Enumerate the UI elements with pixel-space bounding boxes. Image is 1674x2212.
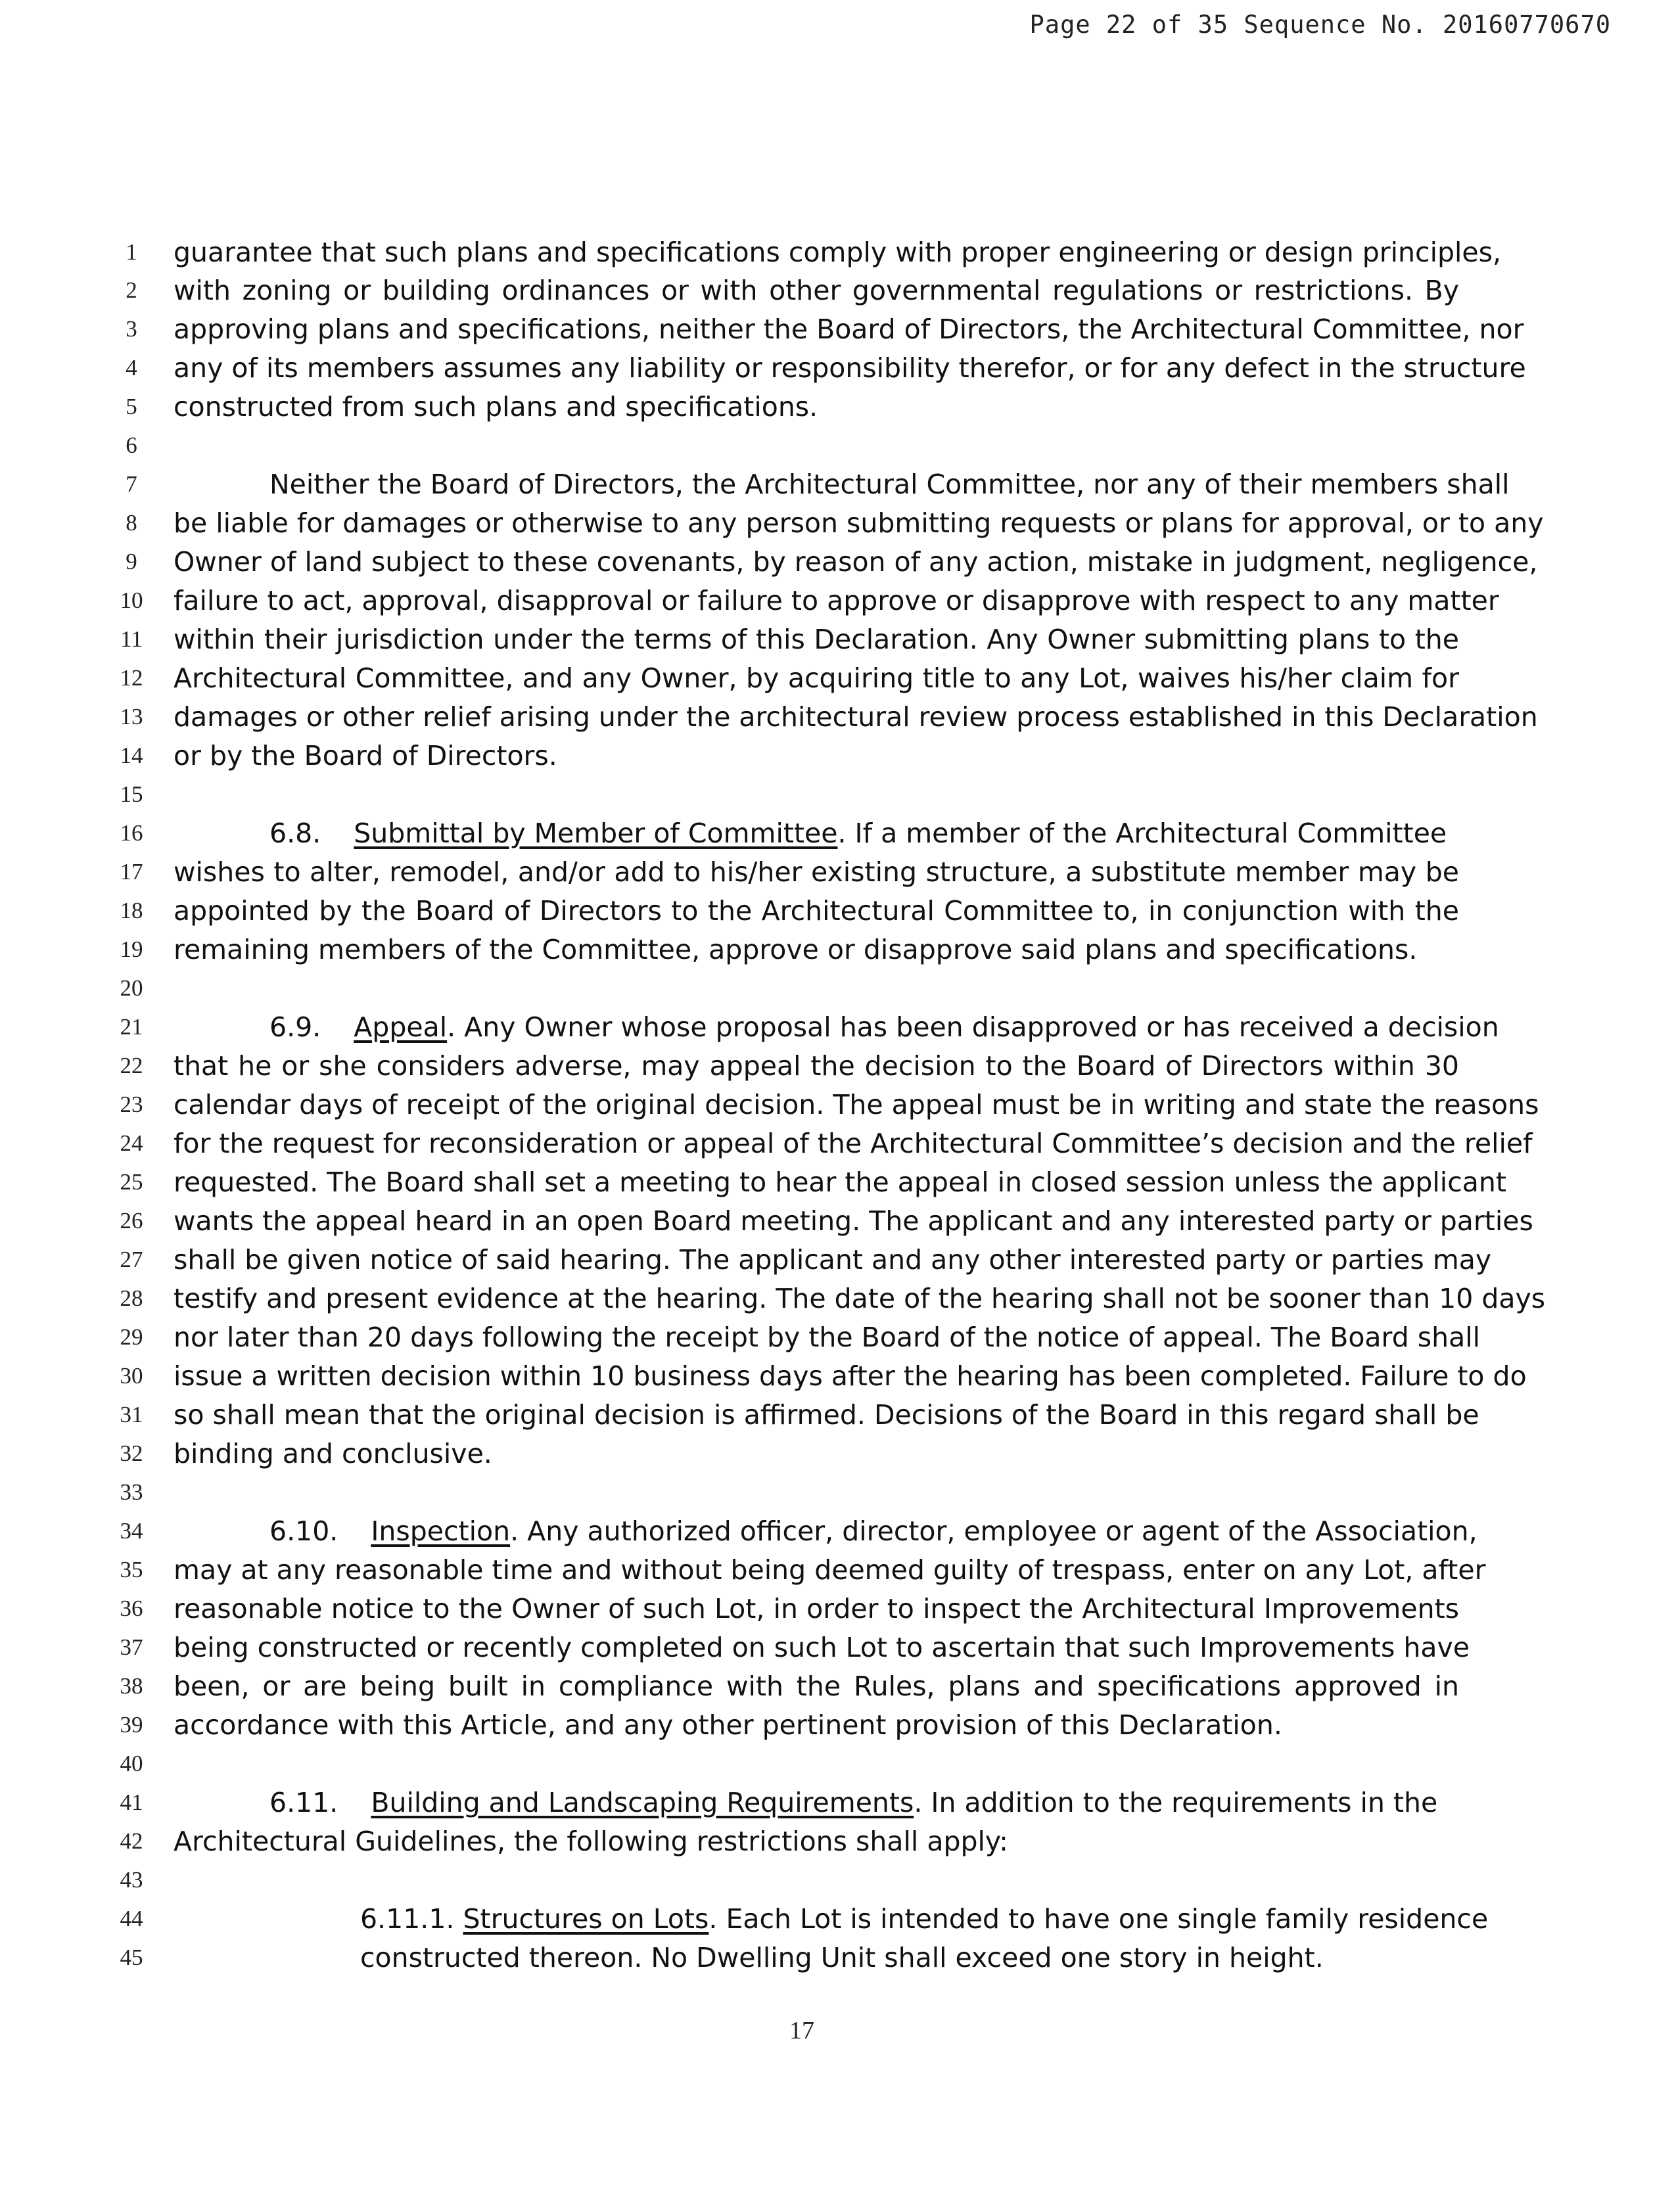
text-line: binding and conclusive. bbox=[174, 1438, 492, 1469]
line-number: 39 bbox=[120, 1712, 143, 1738]
line-number: 12 bbox=[120, 665, 143, 691]
line-number: 26 bbox=[120, 1208, 143, 1233]
line-number: 14 bbox=[120, 743, 143, 768]
line-number: 31 bbox=[120, 1402, 143, 1427]
line-number: 9 bbox=[126, 549, 137, 574]
line-number: 40 bbox=[120, 1751, 143, 1776]
text-line: Architectural Committee, and any Owner, by acquiring title to any Lot, waives his/her claim for bbox=[174, 662, 1459, 694]
line-number: 17 bbox=[120, 859, 143, 885]
line-number: 33 bbox=[120, 1479, 143, 1505]
section-text: . Each Lot is intended to have one single family residence bbox=[709, 1903, 1489, 1935]
text-line: requested. The Board shall set a meeting to hear the appeal in closed session unless the applicant bbox=[174, 1166, 1506, 1198]
text-line: that he or she considers adverse, may appeal the decision to the Board of Directors within 30 bbox=[174, 1050, 1459, 1082]
section-title: Inspection bbox=[371, 1515, 511, 1547]
text-line: being constructed or recently completed on such Lot to ascertain that such Improvements have bbox=[174, 1632, 1470, 1663]
text-line: wants the appeal heard in an open Board meeting. The applicant and any interested party or parties bbox=[174, 1205, 1533, 1237]
text-line: remaining members of the Committee, approve or disapprove said plans and specifications. bbox=[174, 934, 1418, 965]
line-number: 11 bbox=[120, 626, 143, 652]
line-number: 36 bbox=[120, 1596, 143, 1621]
text-line: Owner of land subject to these covenants, by reason of any action, mistake in judgment, negligence, bbox=[174, 546, 1538, 578]
text-line: calendar days of receipt of the original decision. The appeal must be in writing and state the reasons bbox=[174, 1089, 1539, 1120]
text-line: guarantee that such plans and specifications comply with proper engineering or design principles, bbox=[174, 237, 1502, 268]
section-6-10-heading-line bbox=[269, 1512, 1477, 1550]
line-number: 27 bbox=[120, 1247, 143, 1272]
text-line: testify and present evidence at the hearing. The date of the hearing shall not be sooner than 10 days bbox=[174, 1283, 1546, 1314]
text-line: any of its members assumes any liability or responsibility therefor, or for any defect in the structure bbox=[174, 352, 1526, 384]
section-6-11-heading-line bbox=[269, 1784, 1459, 1822]
section-number: 6.11.1. bbox=[360, 1903, 455, 1935]
line-number: 41 bbox=[120, 1789, 143, 1815]
line-number: 43 bbox=[120, 1867, 143, 1893]
text-line: may at any reasonable time and without being deemed guilty of trespass, enter on any Lot, after bbox=[174, 1554, 1486, 1586]
text-line: so shall mean that the original decision is affirmed. Decisions of the Board in this regard shall be bbox=[174, 1399, 1479, 1431]
text-line: constructed thereon. No Dwelling Unit shall exceed one story in height. bbox=[360, 1942, 1324, 1973]
section-number: 6.11. bbox=[269, 1787, 338, 1818]
line-number: 42 bbox=[120, 1828, 143, 1854]
section-number: 6.9. bbox=[269, 1011, 321, 1043]
line-number: 23 bbox=[120, 1092, 143, 1117]
line-number: 20 bbox=[120, 975, 143, 1001]
section-title: Submittal by Member of Committee bbox=[354, 818, 838, 849]
text-line: appointed by the Board of Directors to the Architectural Committee to, in conjunction with the bbox=[174, 895, 1459, 927]
line-number: 34 bbox=[120, 1518, 143, 1544]
text-line: or by the Board of Directors. bbox=[174, 740, 557, 772]
text-line: within their jurisdiction under the terms of this Declaration. Any Owner submitting plans to the bbox=[174, 624, 1459, 655]
line-number: 29 bbox=[120, 1324, 143, 1350]
section-text: . Any Owner whose proposal has been disapproved or has received a decision bbox=[447, 1011, 1499, 1043]
section-6-8-heading-line bbox=[269, 814, 1459, 852]
line-number: 3 bbox=[126, 316, 137, 342]
line-number: 4 bbox=[126, 355, 137, 380]
line-number: 6 bbox=[126, 432, 137, 458]
line-number: 25 bbox=[120, 1169, 143, 1195]
line-number: 38 bbox=[120, 1673, 143, 1699]
page-number: 17 bbox=[789, 2017, 814, 2044]
line-number: 28 bbox=[120, 1285, 143, 1311]
line-number: 10 bbox=[120, 588, 143, 613]
text-line: reasonable notice to the Owner of such Lot, in order to inspect the Architectural Improvements bbox=[174, 1593, 1459, 1624]
text-line: issue a written decision within 10 business days after the hearing has been completed. Failure to do bbox=[174, 1360, 1527, 1392]
line-number: 18 bbox=[120, 898, 143, 923]
section-number: 6.8. bbox=[269, 818, 321, 849]
line-number: 37 bbox=[120, 1634, 143, 1660]
text-line: accordance with this Article, and any other pertinent provision of this Declaration. bbox=[174, 1709, 1282, 1741]
section-6-9-heading-line bbox=[269, 1008, 1499, 1046]
section-text: . In addition to the requirements in the bbox=[914, 1787, 1438, 1818]
text-line: be liable for damages or otherwise to any person submitting requests or plans for approval, or to any bbox=[174, 507, 1544, 539]
line-number: 19 bbox=[120, 936, 143, 962]
section-title: Appeal bbox=[354, 1011, 448, 1043]
text-line: failure to act, approval, disapproval or failure to approve or disapprove with respect to any matter bbox=[174, 585, 1499, 616]
text-line: approving plans and specifications, neither the Board of Directors, the Architectural Committee, nor bbox=[174, 313, 1524, 345]
text-line: been, or are being built in compliance with the Rules, plans and specifications approved in bbox=[174, 1671, 1459, 1702]
text-line: Architectural Guidelines, the following restrictions shall apply: bbox=[174, 1826, 1008, 1857]
text-line: damages or other relief arising under the architectural review process established in this Declaration bbox=[174, 701, 1538, 733]
line-number: 21 bbox=[120, 1014, 143, 1040]
line-number: 5 bbox=[126, 394, 137, 419]
section-text: . Any authorized officer, director, employee or agent of the Association, bbox=[510, 1515, 1477, 1547]
line-number: 45 bbox=[120, 1945, 143, 1970]
text-line: Neither the Board of Directors, the Architectural Committee, nor any of their members shall bbox=[269, 469, 1510, 500]
section-number: 6.10. bbox=[269, 1515, 338, 1547]
line-number: 13 bbox=[120, 704, 143, 729]
text-line: with zoning or building ordinances or with other governmental regulations or restrictions. By bbox=[174, 275, 1459, 306]
text-line: nor later than 20 days following the receipt by the Board of the notice of appeal. The Board shall bbox=[174, 1322, 1480, 1353]
line-number: 24 bbox=[120, 1130, 143, 1156]
line-number: 2 bbox=[126, 277, 137, 303]
line-number: 8 bbox=[126, 510, 137, 536]
line-number: 32 bbox=[120, 1440, 143, 1466]
line-number: 1 bbox=[126, 239, 137, 265]
line-number: 44 bbox=[120, 1906, 143, 1931]
section-6-11-1-heading-line bbox=[360, 1900, 1489, 1938]
text-line: for the request for reconsideration or appeal of the Architectural Committee’s decision and the relief bbox=[174, 1128, 1533, 1159]
section-text: . If a member of the Architectural Committee bbox=[837, 818, 1447, 849]
line-number: 7 bbox=[126, 471, 137, 497]
line-number: 16 bbox=[120, 820, 143, 846]
section-title: Building and Landscaping Requirements bbox=[371, 1787, 914, 1818]
line-number: 35 bbox=[120, 1557, 143, 1582]
line-number: 22 bbox=[120, 1053, 143, 1078]
line-number: 15 bbox=[120, 781, 143, 807]
section-title: Structures on Lots bbox=[463, 1903, 709, 1935]
line-number: 30 bbox=[120, 1363, 143, 1389]
text-line: shall be given notice of said hearing. The applicant and any other interested party or parties may bbox=[174, 1244, 1492, 1276]
text-line: constructed from such plans and specifications. bbox=[174, 391, 818, 423]
text-line: wishes to alter, remodel, and/or add to his/her existing structure, a substitute member may be bbox=[174, 856, 1459, 888]
fax-header: Page 22 of 35 Sequence No. 20160770670 bbox=[1029, 11, 1611, 39]
